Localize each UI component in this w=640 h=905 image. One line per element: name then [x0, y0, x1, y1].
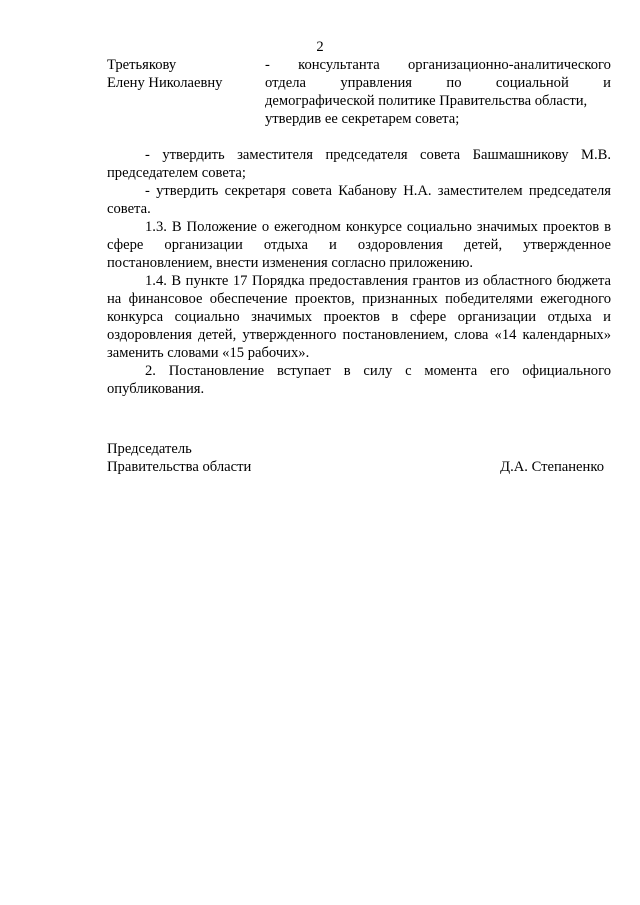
paragraph: - утвердить заместителя председателя совета Башмашникову М.В. председателем совета; — [107, 147, 611, 181]
signature-block — [107, 440, 604, 476]
appointee-given-names: Елену Николаевну — [107, 75, 223, 91]
paragraph: 1.3. В Положение о ежегодном конкурсе социально значимых проектов в сфере организации отдыха и оздоровления детей, утвержденное постановлением, внести изменения согласно приложению. — [107, 219, 611, 271]
position-line-1 — [265, 56, 611, 74]
position-line-2: отдела управления по социальной и — [265, 75, 611, 91]
position-dash: - — [265, 57, 270, 73]
paragraph: 2. Постановление вступает в силу с момента его официального опубликования. — [107, 363, 611, 397]
signatory-title-line-1: Председатель — [107, 441, 192, 457]
signature-row — [107, 458, 604, 476]
appointee-name — [107, 56, 257, 92]
body-text — [107, 146, 611, 398]
signatory-name: Д.А. Степаненко — [500, 459, 604, 475]
signatory-title-line-2: Правительства области — [107, 459, 252, 475]
page-number: 2 — [316, 39, 324, 55]
appointee-surname: Третьякову — [107, 57, 177, 73]
position-word-1: консультанта — [298, 57, 380, 73]
paragraph: - утвердить секретаря совета Кабанову Н.А. заместителем председателя совета. — [107, 183, 611, 217]
paragraph: 1.4. В пункте 17 Порядка предоставления грантов из областного бюджета на финансовое обеспечение проектов, признанных победителями ежегодного конкурса социально значимых проектов в сфере организации отдыха и оздоровления детей, утвержденного постановлением, слова «14 календарных» заменить словами «15 рабочих». — [107, 273, 611, 361]
position-line-3: демографической политике Правительства области, — [265, 93, 588, 109]
appointee-position — [265, 56, 611, 128]
position-word-2: организационно-аналитического — [407, 57, 611, 73]
position-line-4: утвердив ее секретарем совета; — [265, 111, 460, 127]
